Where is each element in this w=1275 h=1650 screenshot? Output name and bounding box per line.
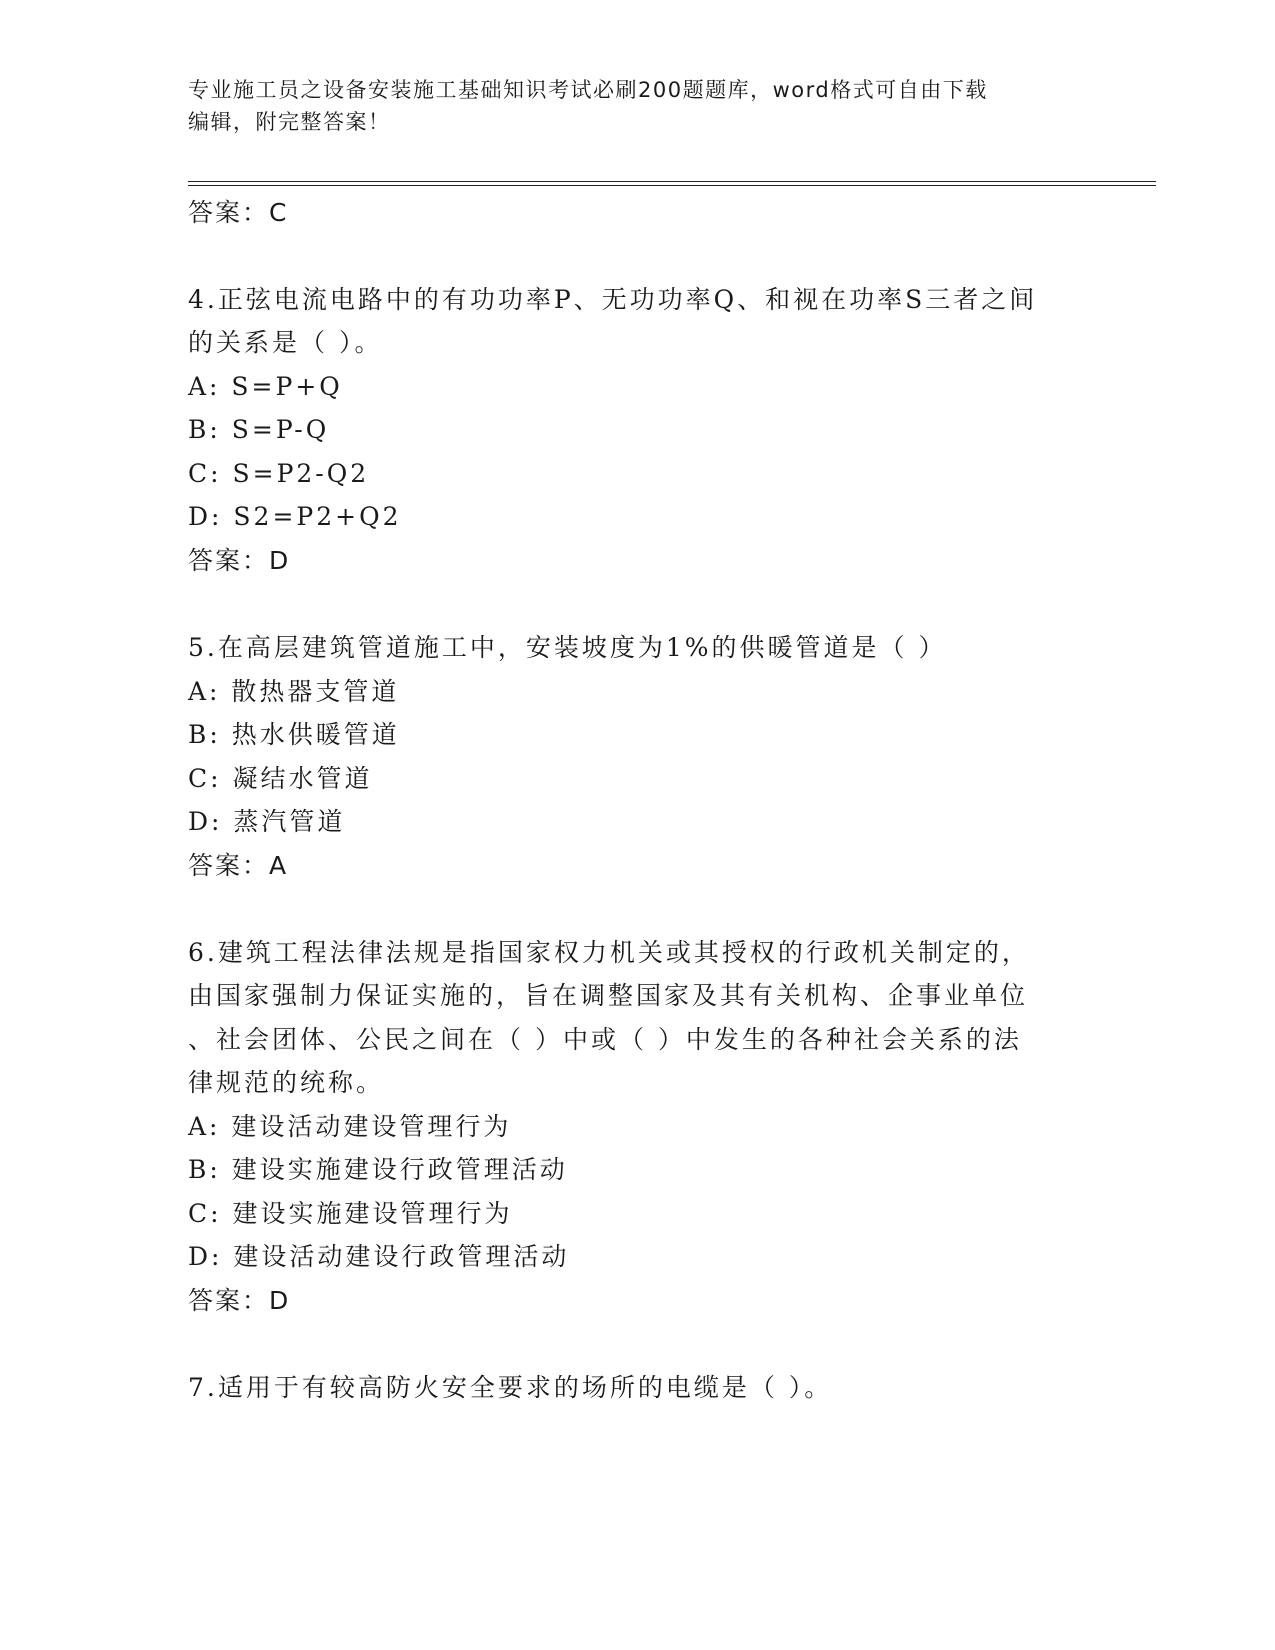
question-7-stem-line-1: 7.适用于有较高防火安全要求的场所的电缆是（ ）。	[188, 1373, 833, 1402]
question-6-option-b: B: 建设实施建设行政管理活动	[188, 1155, 568, 1184]
question-6-option-c: C: 建设实施建设管理行为	[188, 1199, 513, 1228]
header-line-1: 专业施工员之设备安装施工基础知识考试必刷200题题库，word格式可自由下载	[188, 78, 988, 102]
answer-q3: 答案：C	[188, 198, 289, 227]
header-rule-top	[188, 181, 1156, 182]
question-6-option-d: D: 建设活动建设行政管理活动	[188, 1242, 570, 1271]
question-5-option-d: D: 蒸汽管道	[188, 807, 346, 836]
question-4-stem-line-2: 的关系是（ ）。	[188, 328, 383, 357]
question-4-stem-line-1: 4.正弦电流电路中的有功功率P、无功功率Q、和视在功率S三者之间	[188, 285, 1038, 314]
header-line-2: 编辑，附完整答案！	[188, 110, 391, 134]
question-6-stem-line-3: 、社会团体、公民之间在（ ）中或（ ）中发生的各种社会关系的法	[188, 1025, 1022, 1054]
question-6-stem-line-4: 律规范的统称。	[188, 1068, 385, 1097]
question-4-option-b: B: S=P-Q	[188, 415, 330, 444]
question-4-option-d: D: S2=P2+Q2	[188, 502, 402, 531]
answer-q4: 答案：D	[188, 546, 291, 575]
question-5-option-c: C: 凝结水管道	[188, 764, 373, 793]
question-6-stem-line-1: 6.建筑工程法律法规是指国家权力机关或其授权的行政机关制定的，	[188, 938, 1030, 967]
document-header	[188, 74, 1088, 138]
answer-q5: 答案：A	[188, 851, 289, 880]
answer-q6: 答案：D	[188, 1286, 291, 1315]
header-rule-bottom	[188, 185, 1156, 186]
question-6-option-a: A: 建设活动建设管理行为	[188, 1112, 512, 1141]
question-4-option-c: C: S=P2-Q2	[188, 459, 370, 488]
question-4-option-a: A: S=P+Q	[188, 372, 343, 401]
question-5-option-a: A: 散热器支管道	[188, 677, 400, 706]
question-5-stem-line-1: 5.在高层建筑管道施工中，安装坡度为1%的供暖管道是（ ）	[188, 633, 947, 662]
question-5-option-b: B: 热水供暖管道	[188, 720, 400, 749]
question-6-stem-line-2: 由国家强制力保证实施的，旨在调整国家及其有关机构、企事业单位	[188, 981, 1029, 1010]
